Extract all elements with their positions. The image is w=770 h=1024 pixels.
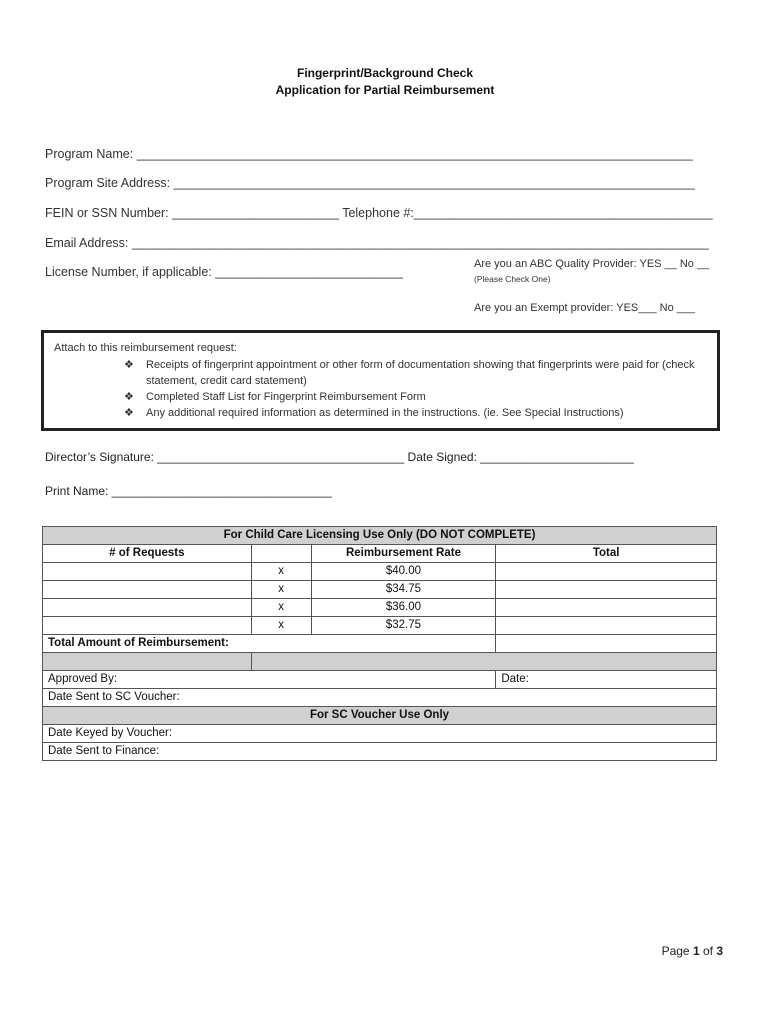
total-cell[interactable] bbox=[496, 599, 717, 617]
table-row bbox=[43, 617, 717, 635]
rate-cell: $32.75 bbox=[311, 617, 496, 635]
rate-cell: $36.00 bbox=[311, 599, 496, 617]
licensing-table-title: For Child Care Licensing Use Only (DO NOT COMPLETE) bbox=[43, 527, 717, 545]
approved-date-cell[interactable]: Date: bbox=[496, 671, 717, 689]
table-row bbox=[43, 743, 717, 761]
attachment-item-text: Receipts of fingerprint appointment or other form of documentation showing that fingerprints were paid for (check statement, credit card statement) bbox=[146, 359, 695, 387]
email-field[interactable]: Email Address: ___________________________________________________________________________________ bbox=[45, 236, 709, 250]
page-of: of bbox=[699, 944, 717, 958]
form-title-line2: Application for Partial Reimbursement bbox=[275, 83, 495, 97]
attachment-item-text: Completed Staff List for Fingerprint Reimbursement Form bbox=[146, 391, 426, 403]
total-amount-cell[interactable] bbox=[496, 635, 717, 653]
page-current: 1 bbox=[692, 944, 700, 958]
total-cell[interactable] bbox=[496, 617, 717, 635]
table-header-row bbox=[43, 545, 717, 563]
print-name-field[interactable]: Print Name: _________________________________ bbox=[45, 484, 332, 498]
table-row bbox=[43, 707, 717, 725]
diamond-bullet-icon: ❖ bbox=[124, 391, 134, 403]
table-row bbox=[43, 671, 717, 689]
table-cell bbox=[251, 653, 716, 671]
attachments-box bbox=[41, 330, 720, 431]
multiplier-cell: x bbox=[251, 581, 311, 599]
date-sent-voucher-cell[interactable]: Date Sent to SC Voucher: bbox=[43, 689, 717, 707]
requests-cell[interactable] bbox=[43, 617, 252, 635]
table-row bbox=[43, 581, 717, 599]
requests-cell[interactable] bbox=[43, 599, 252, 617]
approved-by-cell[interactable]: Approved By: bbox=[43, 671, 496, 689]
license-number-field[interactable]: License Number, if applicable: ___________________________ bbox=[45, 265, 403, 279]
diamond-bullet-icon: ❖ bbox=[124, 407, 134, 419]
table-row bbox=[43, 689, 717, 707]
program-name-field[interactable]: Program Name: ________________________________________________________________________________ bbox=[45, 147, 693, 161]
licensing-use-table bbox=[42, 526, 717, 761]
diamond-bullet-icon: ❖ bbox=[124, 359, 134, 371]
total-cell[interactable] bbox=[496, 581, 717, 599]
multiplier-cell: x bbox=[251, 617, 311, 635]
form-title-line1: Fingerprint/Background Check bbox=[296, 66, 474, 80]
director-signature-field[interactable]: Director’s Signature: _____________________________________ Date Signed: _______________________ bbox=[45, 450, 634, 464]
total-amount-label: Total Amount of Reimbursement: bbox=[43, 635, 496, 653]
abc-quality-question[interactable]: Are you an ABC Quality Provider: YES __ No __ bbox=[474, 258, 710, 270]
total-header: Total bbox=[496, 545, 717, 563]
voucher-table-title: For SC Voucher Use Only bbox=[43, 707, 717, 725]
multiplier-cell: x bbox=[251, 563, 311, 581]
table-row bbox=[43, 725, 717, 743]
rate-header: Reimbursement Rate bbox=[311, 545, 496, 563]
page-total: 3 bbox=[716, 944, 723, 958]
table-cell bbox=[251, 545, 311, 563]
attachments-list bbox=[124, 357, 704, 421]
attachments-heading: Attach to this reimbursement request: bbox=[54, 342, 237, 354]
fein-telephone-field[interactable]: FEIN or SSN Number: ________________________ Telephone #:___________________________________________ bbox=[45, 206, 713, 220]
attachment-item-text: Any additional required information as determined in the instructions. (ie. See Special Instructions) bbox=[146, 407, 624, 419]
site-address-field[interactable]: Program Site Address: ___________________________________________________________________________ bbox=[45, 176, 695, 190]
attachment-item bbox=[124, 357, 704, 389]
total-cell[interactable] bbox=[496, 563, 717, 581]
page-number bbox=[662, 944, 723, 958]
exempt-provider-question[interactable]: Are you an Exempt provider: YES___ No ___ bbox=[474, 302, 696, 314]
multiplier-cell: x bbox=[251, 599, 311, 617]
abc-quality-note: (Please Check One) bbox=[474, 274, 551, 284]
table-row bbox=[43, 563, 717, 581]
date-sent-finance-cell[interactable]: Date Sent to Finance: bbox=[43, 743, 717, 761]
requests-cell[interactable] bbox=[43, 581, 252, 599]
attachment-item bbox=[124, 389, 704, 405]
table-row bbox=[43, 527, 717, 545]
table-row bbox=[43, 599, 717, 617]
requests-cell[interactable] bbox=[43, 563, 252, 581]
date-keyed-cell[interactable]: Date Keyed by Voucher: bbox=[43, 725, 717, 743]
table-row bbox=[43, 653, 717, 671]
table-cell bbox=[43, 653, 252, 671]
page-prefix: Page bbox=[661, 944, 693, 958]
attachment-item bbox=[124, 405, 704, 421]
table-row bbox=[43, 635, 717, 653]
rate-cell: $34.75 bbox=[311, 581, 496, 599]
requests-header: # of Requests bbox=[43, 545, 252, 563]
rate-cell: $40.00 bbox=[311, 563, 496, 581]
